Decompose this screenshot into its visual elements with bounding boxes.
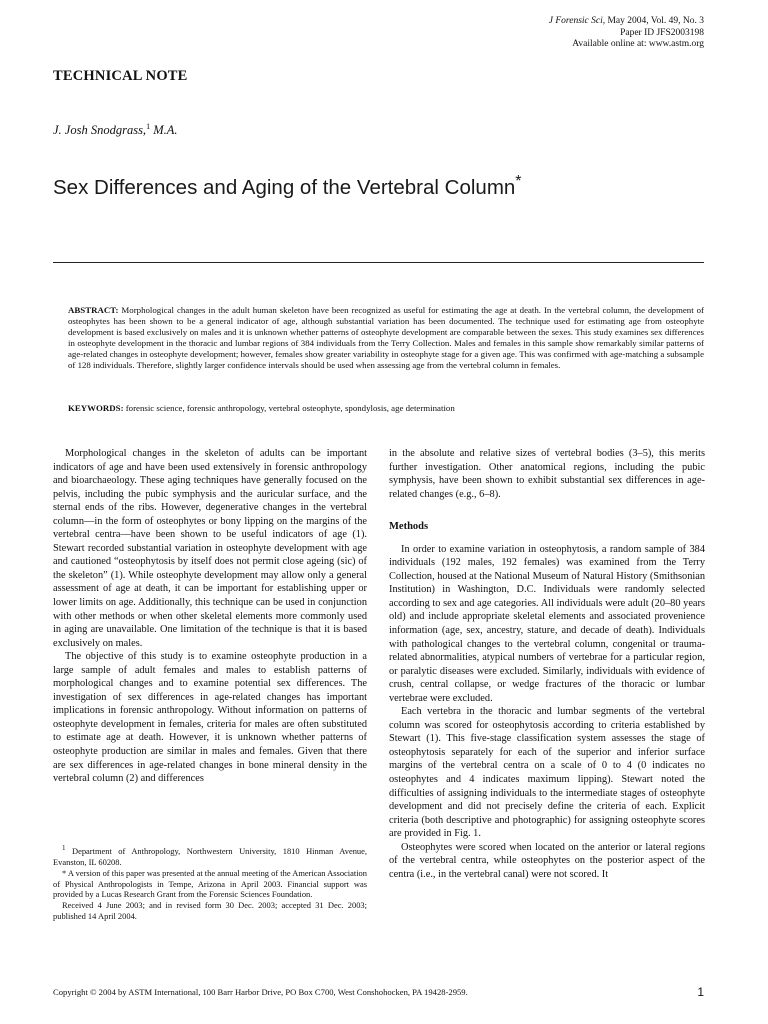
- continuation-paragraph: in the absolute and relative sizes of vertebral bodies (3–5), this merits further investigation. Other anatomical regions, including the pubic symphysis, have been shown to exhibit substantial sex differences in age-related changes (e.g., 6–8).: [389, 448, 705, 500]
- title-divider: [53, 262, 704, 263]
- footnotes: [53, 843, 367, 922]
- abstract-text: Morphological changes in the adult human skeleton have been recognized as useful for estimating the age at death. In the vertebral column, the development of osteophytes has been shown to be a general indicator of age, although substantial variation has been documented. The technique used for estimating age from osteophyte development is based exclusively on males and it is unknown whether patterns of osteophyte development are comparable between the sexes. This study examines sex differences in osteophyte development in the thoracic and lumbar regions of 384 individuals from the Terry Collection. Males and females in this sample show remarkably similar patterns of age-related changes in osteophyte development; however, females show greater variability in osteophyte stage for a given age. This was confirmed with age-matching a subsample of 128 individuals. Therefore, slightly larger confidence intervals should be used when assessing age from the vertebral column in females.: [68, 305, 704, 370]
- methods-heading: Methods: [389, 521, 429, 533]
- footnote-text: Received 4 June 2003; and in revised form 30 Dec. 2003; accepted 31 Dec. 2003; published 14 April 2004.: [53, 900, 367, 922]
- footnote-text: Department of Anthropology, Northwestern University, 1810 Hinman Avenue, Evanston, IL 60208.: [53, 845, 367, 867]
- paper-title: [53, 170, 613, 200]
- title-footnote-mark: *: [515, 173, 522, 190]
- footnote-presentation: [53, 868, 367, 901]
- intro-paragraph: Morphological changes in the skeleton of adults can be important indicators of age and have been used extensively in forensic anthropology and bioarchaeology. These aging techniques have generally focused on the pelvis, including the pubic symphysis and the auricular surface, and the sternal ends of the ribs. However, degenerative changes in the vertebral column—in the form of osteophytes or bony lipping on the margins of the vertebral centra—have been shown to be useful indicators of age (1). Stewart recorded substantial variation in osteophyte development with age and cautioned “osteophytosis by itself does not permit close ageing (sic) of the skeleton” (1). While osteophyte development may allow only a general assessment of age at death, it can be important for establishing upper or lower limits on age. Additionally, this technique can be used in conjunction with other methods or when other skeletal elements more commonly used in aging are unavailable. One limitation of the technique is that it is based exclusively on males.: [53, 448, 367, 649]
- section-label: TECHNICAL NOTE: [53, 68, 188, 84]
- body-left-column: [53, 447, 367, 786]
- keywords: [68, 403, 704, 414]
- abstract-label: ABSTRACT:: [68, 305, 119, 315]
- author-line: [53, 122, 178, 138]
- abstract: [68, 305, 704, 371]
- footnote-text: A version of this paper was presented at the annual meeting of the American Association of Physical Anthropologists in Tempe, Arizona in April 2003. Financial support was provided by a Lucas Research Grant from the Forensic Sciences Foundation.: [53, 867, 367, 900]
- author-name: J. Josh Snodgrass,: [53, 123, 147, 138]
- keywords-label: KEYWORDS:: [68, 403, 124, 413]
- journal-citation: [549, 16, 704, 28]
- methods-paragraph: Osteophytes were scored when located on the anterior or lateral regions of the vertebral centra, while osteophytes on the posterior aspect of the centra (i.e., in the vertebral canal) were not scored. It: [389, 841, 705, 880]
- body-right-column: [389, 447, 705, 881]
- objective-paragraph: The objective of this study is to examine osteophyte production in a large sample of adult females and males to establish patterns of morphological changes and to examine potential sex differences. The investigation of sex differences in age-related changes has important implications in forensic anthropology. Without information on patterns of osteophyte development in females, criteria for males are often substituted to estimate age at death. However, it is unknown whether patterns of osteophyte production are similar in males and females. Given that there are sex differences in age-related changes in bone mineral density in the vertebral column (2) and differences: [53, 651, 367, 785]
- copyright-notice: Copyright © 2004 by ASTM International, 100 Barr Harbor Drive, PO Box C700, West Conshohocken, PA 19428-2959.: [53, 987, 468, 997]
- author-affiliation-mark: 1: [146, 122, 151, 131]
- journal-name: J Forensic Sci,: [548, 16, 606, 26]
- author-degree: M.A.: [150, 123, 178, 138]
- footnote-affiliation: [53, 843, 367, 868]
- paper-title-text: Sex Differences and Aging of the Vertebral Column: [53, 175, 516, 199]
- page-number: 1: [697, 985, 704, 999]
- availability-note: Available online at: www.astm.org: [572, 39, 704, 49]
- methods-paragraph: Each vertebra in the thoracic and lumbar segments of the vertebral column was scored for osteophytosis according to criteria established by Stewart (1). This five-stage classification system assesses the stage of osteophytosis separately for each of the superior and inferior surface margins of the vertebral centra on a scale of 0 to 4 (0 indicates no osteophytes and 4 indicates maximum lipping). Stewart noted the difficulties of assigning individuals to the intermediate stages of osteophyte development and did not precisely define the criteria of each. Explicit criteria (both descriptive and photographic) for assigning osteophyte scores are provided in Fig. 1.: [389, 706, 705, 840]
- paper-id: Paper ID JFS2003198: [620, 27, 704, 38]
- methods-paragraph: In order to examine variation in osteophytosis, a random sample of 384 individuals (192 males, 192 females) was examined from the Terry Collection, housed at the National Museum of Natural History (Smithsonian Institution) in Washington, D.C. Individuals were randomly selected according to sex and age categories. All individuals were adult (20–80 years old) and include appropriate skeletal elements and associated provenience information (age, sex, ancestry, stature, and decade of death). Individuals with pathological changes to the vertebral column, congenital or trauma-related abnormalities, atypical numbers of vertebrae for a particular region, or paralytic diseases were excluded. Similarly, individuals with evidence of crush, central collapse, or wedge fractures of the thoracic or lumbar vertebrae were excluded.: [389, 543, 706, 704]
- keywords-text: forensic science, forensic anthropology, vertebral osteophyte, spondylosis, age determination: [123, 403, 455, 413]
- footnote-dates: [53, 900, 367, 922]
- journal-issue: May 2004, Vol. 49, No. 3: [605, 16, 704, 26]
- footnote-mark: *: [62, 867, 67, 878]
- journal-header: [549, 16, 704, 51]
- footnote-mark: 1: [62, 844, 66, 852]
